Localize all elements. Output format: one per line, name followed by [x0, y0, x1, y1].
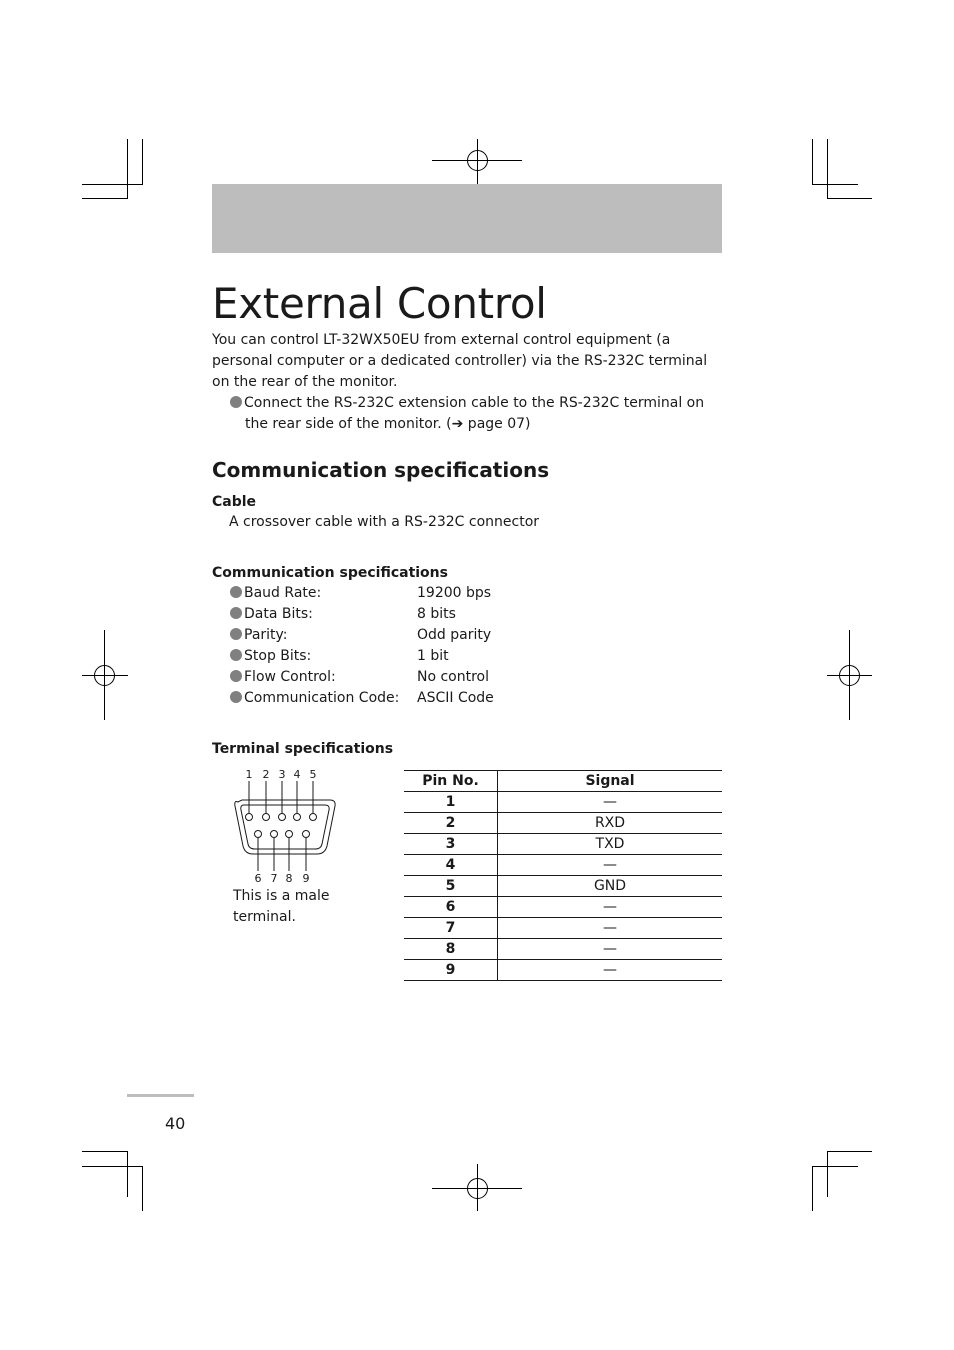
pin-cell: 4 [404, 855, 498, 876]
spec-label: Flow Control: [230, 667, 336, 688]
pin-label-top: 1 [245, 768, 253, 781]
pin-label-bottom: 8 [285, 872, 293, 885]
pin-cell: 5 [404, 876, 498, 897]
pin-label-bottom: 6 [254, 872, 262, 885]
table-row [404, 939, 722, 960]
connector-shell-inner [241, 805, 329, 849]
pin-cell: 6 [404, 897, 498, 918]
pin-label-top: 5 [309, 768, 317, 781]
pin-cell: 9 [404, 960, 498, 981]
bullet-icon [230, 670, 242, 682]
spec-label: Stop Bits: [230, 646, 311, 667]
pin-cell: 8 [404, 939, 498, 960]
spec-label: Baud Rate: [230, 583, 321, 604]
pin-label-top: 3 [278, 768, 286, 781]
pin-label-bottom: 9 [302, 872, 310, 885]
signal-cell: — [498, 792, 723, 813]
signal-cell: TXD [498, 834, 723, 855]
spec-label: Data Bits: [230, 604, 313, 625]
table-row [404, 813, 722, 834]
cable-heading: Cable [212, 494, 257, 510]
spec-value: Odd parity [417, 627, 492, 643]
spec-label: Communication Code: [230, 688, 399, 709]
bullet-icon [230, 649, 242, 661]
spec-row-communication-code [230, 688, 530, 709]
signal-cell: — [498, 918, 723, 939]
signal-cell: — [498, 939, 723, 960]
comm-specs-list [230, 583, 530, 709]
connection-note-text: Connect the RS-232C extension cable to the RS-232C terminal on the rear side of the monitor. (➔ page 07) [244, 395, 705, 432]
spec-value: No control [417, 669, 490, 685]
table-row [404, 876, 722, 897]
bullet-icon [230, 607, 242, 619]
pin-label-top: 2 [262, 768, 270, 781]
bullet-icon [230, 691, 242, 703]
table-row [404, 918, 722, 939]
bullet-icon [230, 396, 242, 408]
pin-cell: 7 [404, 918, 498, 939]
intro-paragraph: You can control LT-32WX50EU from external control equipment (a personal computer or a dedicated controller) via the RS-232C terminal on the rear of the monitor. [212, 332, 708, 390]
pin-cell: 3 [404, 834, 498, 855]
table-row [404, 960, 722, 981]
terminal-specs-heading: Terminal specifications [212, 741, 394, 757]
pin-label-top: 4 [293, 768, 301, 781]
spec-row-data-bits [230, 604, 530, 625]
cable-description: A crossover cable with a RS-232C connector [229, 514, 540, 530]
page-title: External Control [212, 279, 547, 328]
section-heading: Communication specifications [212, 458, 550, 482]
table-row [404, 834, 722, 855]
spec-value: 19200 bps [417, 585, 492, 601]
spec-value: 1 bit [417, 648, 449, 664]
connector-shell-outer [235, 800, 335, 854]
comm-specs-heading: Communication specifications [212, 565, 448, 581]
pin-cell: 1 [404, 792, 498, 813]
table-row [404, 792, 722, 813]
spec-value: ASCII Code [417, 690, 494, 706]
connection-note [230, 393, 725, 435]
table-row [404, 855, 722, 876]
dsub9-connector-diagram [228, 764, 338, 886]
signal-cell: — [498, 855, 723, 876]
spec-row-parity [230, 625, 530, 646]
spec-row-stop-bits [230, 646, 530, 667]
page-number: 40 [165, 1114, 186, 1133]
column-header-pin: Pin No. [404, 771, 498, 792]
table-row [404, 897, 722, 918]
header-band [212, 184, 722, 253]
spec-row-flow-control [230, 667, 530, 688]
signal-cell: RXD [498, 813, 723, 834]
bullet-icon [230, 586, 242, 598]
bullet-icon [230, 628, 242, 640]
spec-row-baud-rate [230, 583, 530, 604]
signal-cell: — [498, 960, 723, 981]
pin-assignment-table [404, 770, 722, 981]
signal-cell: GND [498, 876, 723, 897]
connector-caption: This is a male terminal. [233, 888, 330, 925]
column-header-signal: Signal [498, 771, 723, 792]
pin-cell: 2 [404, 813, 498, 834]
table-header-row [404, 771, 722, 792]
spec-label: Parity: [230, 625, 288, 646]
pin-label-bottom: 7 [270, 872, 278, 885]
signal-cell: — [498, 897, 723, 918]
footer-rule [127, 1094, 194, 1097]
spec-value: 8 bits [417, 606, 456, 622]
